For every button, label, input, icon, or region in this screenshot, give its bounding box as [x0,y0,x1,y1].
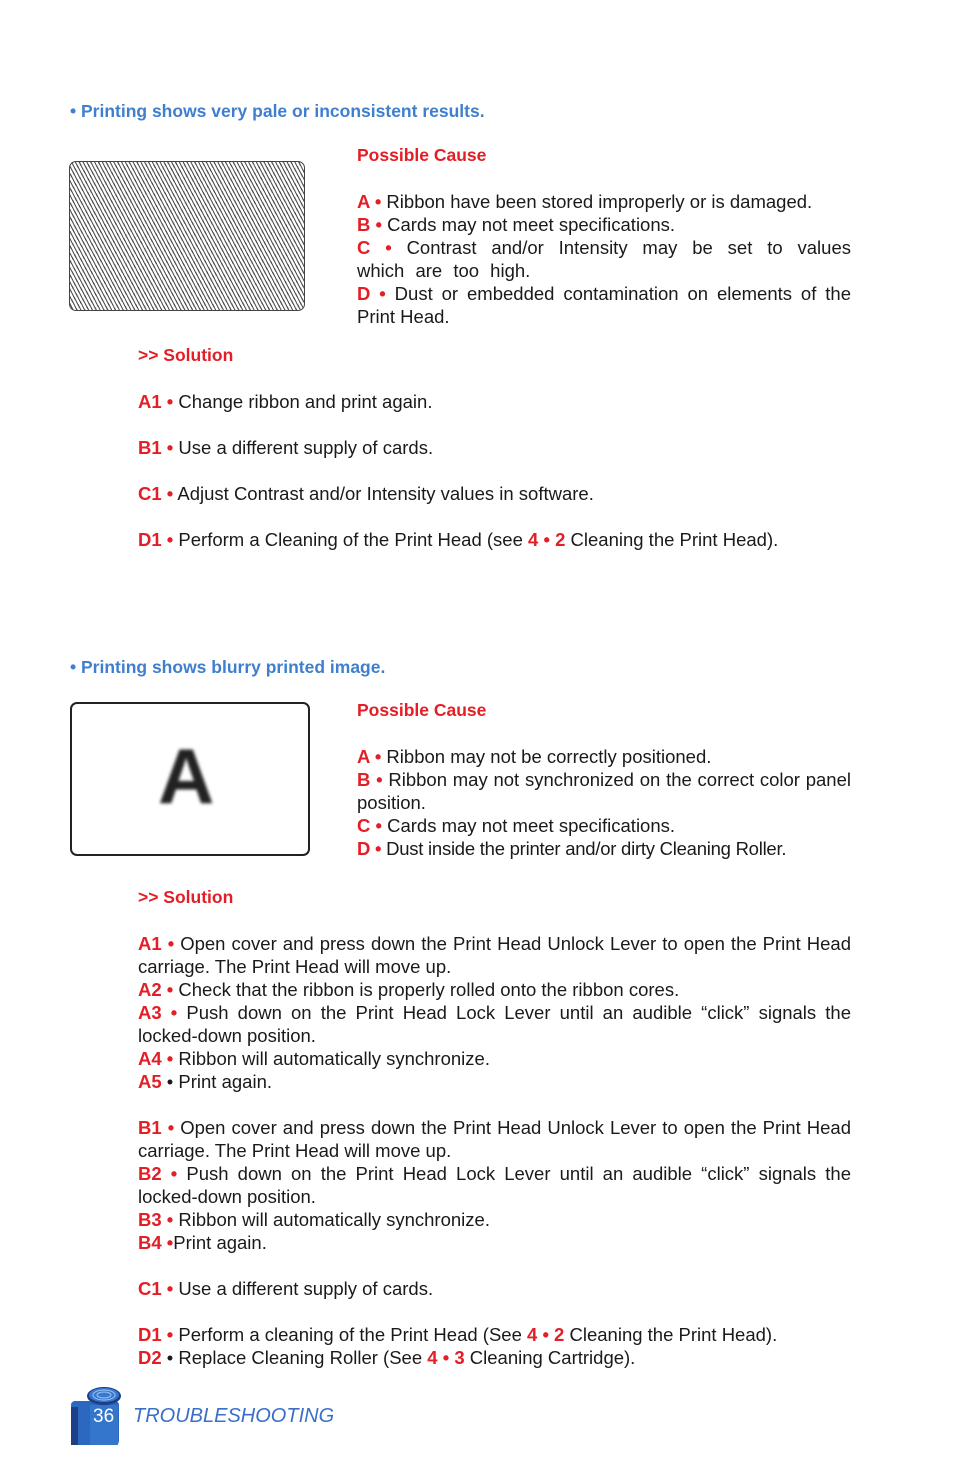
blurry-letter: A [158,732,215,820]
solution-item: B3 • Ribbon will automatically synchronize. [138,1209,490,1230]
section-heading-pale-results: • Printing shows very pale or inconsistent results. [70,101,485,121]
solution-item: A2 • Check that the ribbon is properly rolled onto the ribbon cores. [138,979,680,1000]
solution-block [138,344,851,551]
possible-cause-block [357,699,851,860]
cause-item: D • Dust inside the printer and/or dirty Cleaning Roller. [357,838,787,859]
solution-item: D2 • Replace Cleaning Roller (See 4 • 3 Cleaning Cartridge). [138,1347,636,1368]
solution-title: >> Solution [138,887,234,907]
solution-block [138,886,851,1369]
solution-item: A4 • Ribbon will automatically synchronize. [138,1048,490,1069]
cause-item: C • Cards may not meet specifications. [357,815,676,836]
footer-section-title: TROUBLESHOOTING [133,1405,335,1427]
solution-item: A1 • Open cover and press down the Print Head Unlock Lever to open the Print Head carriage. The Print Head will move up. [138,933,851,977]
possible-cause-title: Possible Cause [357,145,487,165]
solution-title: >> Solution [138,345,234,365]
pale-print-card-illustration [69,161,305,311]
solution-item: B4 •Print again. [138,1232,267,1253]
possible-cause-block [357,144,851,328]
section-reference: 4 • 2 [528,529,566,550]
page-number: 36 [93,1406,115,1427]
solution-item: D1 • Perform a Cleaning of the Print Head (see 4 • 2 Cleaning the Print Head). [138,529,779,550]
solution-item: C1 • Adjust Contrast and/or Intensity values in software. [138,483,594,504]
section-reference: 4 • 3 [427,1347,465,1368]
section-heading-blurry-image: • Printing shows blurry printed image. [70,657,386,677]
possible-cause-title: Possible Cause [357,700,487,720]
cause-item: B • Ribbon may not synchronized on the correct color panel position. [357,769,851,813]
solution-item: B1 • Use a different supply of cards. [138,437,434,458]
solution-item: A1 • Change ribbon and print again. [138,391,433,412]
cause-item: D • Dust or embedded contamination on elements of the Print Head. [357,283,851,327]
cause-item: C • Contrast and/or Intensity may be set to values which are too high. [357,237,851,281]
cause-item: B • Cards may not meet specifications. [357,214,676,235]
cause-item: A • Ribbon may not be correctly positioned. [357,746,712,767]
solution-item: B2 • Push down on the Print Head Lock Lever until an audible “click” signals the locked-down position. [138,1163,852,1207]
solution-item: A3 • Push down on the Print Head Lock Lever until an audible “click” signals the locked-down position. [138,1002,852,1046]
solution-item: B1 • Open cover and press down the Print Head Unlock Lever to open the Print Head carriage. The Print Head will move up. [138,1117,851,1161]
solution-item: C1 • Use a different supply of cards. [138,1278,434,1299]
section-reference: 4 • 2 [527,1324,565,1345]
solution-item: A5 • Print again. [138,1071,272,1092]
cause-item: A • Ribbon have been stored improperly or is damaged. [357,191,813,212]
solution-item: D1 • Perform a cleaning of the Print Head (See 4 • 2 Cleaning the Print Head). [138,1324,778,1345]
blurry-print-card-illustration [70,702,310,856]
